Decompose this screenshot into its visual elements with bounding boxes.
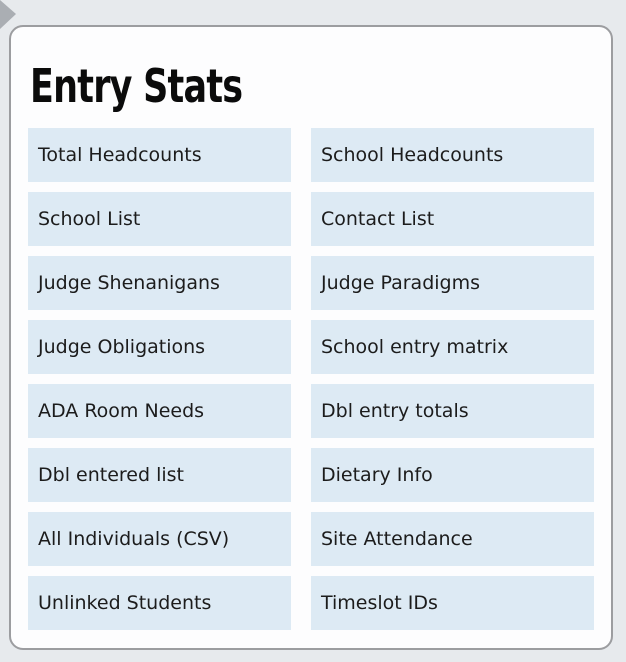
report-link-contact-list[interactable]: Contact List: [311, 192, 594, 246]
report-link-judge-shenanigans[interactable]: Judge Shenanigans: [28, 256, 291, 310]
report-link-dbl-entered-list[interactable]: Dbl entered list: [28, 448, 291, 502]
report-link-judge-paradigms[interactable]: Judge Paradigms: [311, 256, 594, 310]
report-link-ada-room-needs[interactable]: ADA Room Needs: [28, 384, 291, 438]
entry-stats-panel: [9, 25, 613, 650]
report-link-unlinked-students[interactable]: Unlinked Students: [28, 576, 291, 630]
report-grid: [28, 128, 594, 630]
report-link-school-entry-matrix[interactable]: School entry matrix: [311, 320, 594, 374]
sidebar-expand-arrow-icon[interactable]: [0, 0, 17, 29]
report-link-all-individuals-csv[interactable]: All Individuals (CSV): [28, 512, 291, 566]
report-link-dietary-info[interactable]: Dietary Info: [311, 448, 594, 502]
report-link-site-attendance[interactable]: Site Attendance: [311, 512, 594, 566]
panel-title: Entry Stats: [30, 59, 243, 113]
report-link-judge-obligations[interactable]: Judge Obligations: [28, 320, 291, 374]
report-link-school-headcounts[interactable]: School Headcounts: [311, 128, 594, 182]
report-link-school-list[interactable]: School List: [28, 192, 291, 246]
report-link-timeslot-ids[interactable]: Timeslot IDs: [311, 576, 594, 630]
report-link-dbl-entry-totals[interactable]: Dbl entry totals: [311, 384, 594, 438]
report-link-total-headcounts[interactable]: Total Headcounts: [28, 128, 291, 182]
